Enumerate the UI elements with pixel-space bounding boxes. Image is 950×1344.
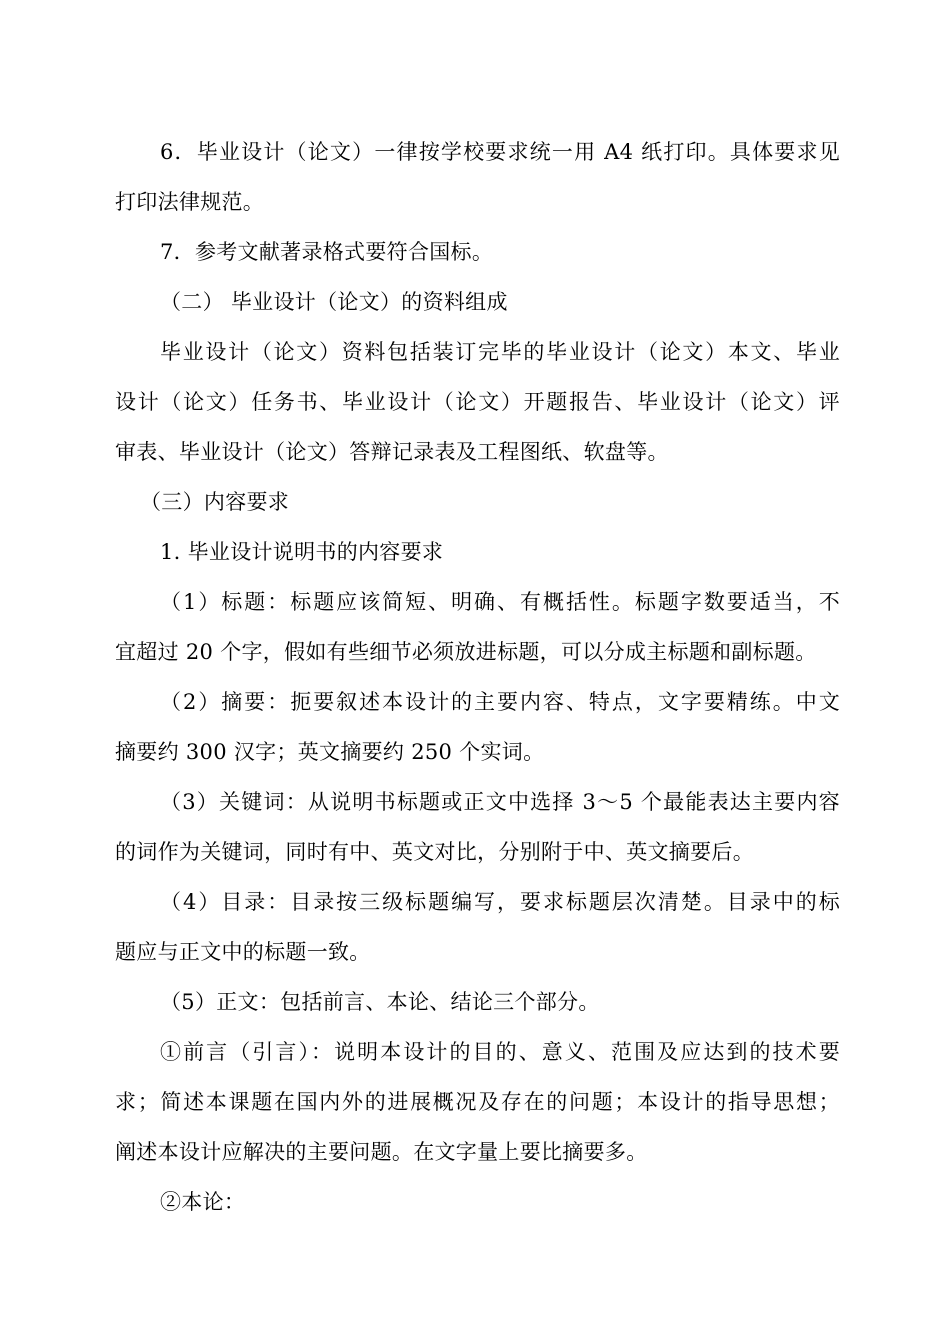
item-3-keywords-line-2: 的词作为关键词，同时有中、英文对比，分别附于中、英文摘要后。 xyxy=(115,840,754,864)
preface-line-3: 阐述本设计应解决的主要问题。在文字量上要比摘要多。 xyxy=(115,1140,648,1164)
item-4-toc-line-1: （4）目录：目录按三级标题编写，要求标题层次清楚。目录中的标 xyxy=(160,890,840,914)
item-1-title-line-2: 宜超过 20 个字，假如有些细节必须放进标题，可以分成主标题和副标题。 xyxy=(115,640,817,664)
main-body-heading: ②本论： xyxy=(160,1190,246,1214)
paragraph-6-line-2: 打印法律规范。 xyxy=(115,190,265,214)
paragraph-7: 7．参考文献著录格式要符合国标。 xyxy=(160,240,494,264)
section-heading-2: （二） 毕业设计（论文）的资料组成 xyxy=(160,290,508,314)
paragraph-6-line-1: 6．毕业设计（论文）一律按学校要求统一用 A4 纸打印。具体要求见 xyxy=(160,140,840,164)
materials-paragraph-line-3: 审表、毕业设计（论文）答辩记录表及工程图纸、软盘等。 xyxy=(115,440,669,464)
item-5-body: （5）正文：包括前言、本论、结论三个部分。 xyxy=(160,990,600,1014)
preface-line-1: ①前言（引言）：说明本设计的目的、意义、范围及应达到的技术要 xyxy=(160,1040,840,1064)
item-4-toc-line-2: 题应与正文中的标题一致。 xyxy=(115,940,371,964)
section-heading-3: （三）内容要求 xyxy=(140,490,290,514)
subsection-heading-1: 1. 毕业设计说明书的内容要求 xyxy=(160,540,444,564)
preface-line-2: 求；简述本课题在国内外的进展概况及存在的问题；本设计的指导思想； xyxy=(115,1090,840,1114)
materials-paragraph-line-1: 毕业设计（论文）资料包括装订完毕的毕业设计（论文）本文、毕业 xyxy=(160,340,840,364)
item-1-title-line-1: （1）标题：标题应该简短、明确、有概括性。标题字数要适当，不 xyxy=(160,590,840,614)
item-3-keywords-line-1: （3）关键词：从说明书标题或正文中选择 3～5 个最能表达主要内容 xyxy=(160,790,840,814)
item-2-abstract-line-2: 摘要约 300 汉字；英文摘要约 250 个实词。 xyxy=(115,740,545,764)
materials-paragraph-line-2: 设计（论文）任务书、毕业设计（论文）开题报告、毕业设计（论文）评 xyxy=(115,390,840,414)
item-2-abstract-line-1: （2）摘要：扼要叙述本设计的主要内容、特点，文字要精练。中文 xyxy=(160,690,840,714)
